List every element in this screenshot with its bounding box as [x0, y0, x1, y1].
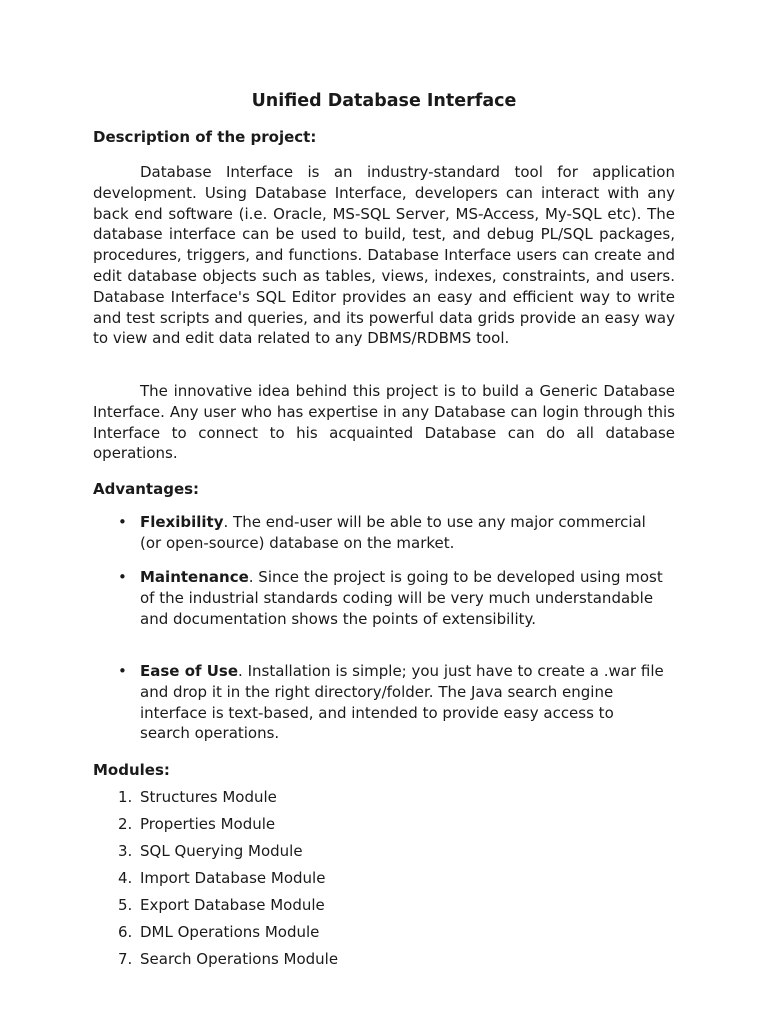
module-item — [118, 868, 325, 888]
module-label: Import Database Module — [140, 869, 326, 887]
description-heading: Description of the project: — [93, 128, 317, 146]
module-number: 6. — [118, 923, 133, 941]
module-label: DML Operations Module — [140, 923, 320, 941]
advantage-term: Flexibility — [140, 513, 224, 531]
module-item — [118, 787, 277, 807]
module-label: Structures Module — [140, 788, 277, 806]
advantage-term: Ease of Use — [140, 662, 239, 680]
module-number: 7. — [118, 950, 133, 968]
module-number: 2. — [118, 815, 133, 833]
document-title: Unified Database Interface — [251, 91, 517, 111]
description-paragraph-1: Database Interface is an industry-standard tool for application development. Using Database Interface, developers can interact with any back end software (i.e. Oracle, MS-SQL Server, MS-Access, My-SQL etc). The database interface can be used to build, test, and debug PL/SQL packages, procedures, triggers, and functions. Database Interface users can create and edit database objects such as tables, views, indexes, constraints, and users. Database Interface's SQL Editor provides an easy and efficient way to write and test scripts and queries, and its powerful data grids provide an easy way to view and edit data related to any DBMS/RDBMS tool. — [93, 163, 675, 348]
advantage-text: . Since the project is going to be developed using most of the industrial standards coding will be very much understandable and documentation shows the points of extensibility. — [140, 568, 663, 628]
advantage-item — [118, 567, 678, 629]
advantages-heading: Advantages: — [93, 480, 200, 498]
modules-heading: Modules: — [93, 761, 170, 779]
advantage-item — [118, 512, 678, 554]
module-item — [118, 841, 303, 861]
advantage-term: Maintenance — [140, 568, 249, 586]
bullet-icon: • — [118, 568, 127, 586]
module-label: Search Operations Module — [140, 950, 339, 968]
module-item — [118, 814, 275, 834]
module-item — [118, 922, 319, 942]
bullet-icon: • — [118, 513, 127, 531]
module-item — [118, 895, 325, 915]
bullet-icon: • — [118, 662, 127, 680]
module-number: 4. — [118, 869, 133, 887]
advantage-item — [118, 661, 678, 744]
module-number: 1. — [118, 788, 133, 806]
module-label: Export Database Module — [140, 896, 325, 914]
module-label: SQL Querying Module — [140, 842, 303, 860]
module-number: 5. — [118, 896, 133, 914]
module-label: Properties Module — [140, 815, 276, 833]
advantage-text: . Installation is simple; you just have to create a .war file and drop it in the right directory/folder. The Java search engine interface is text-based, and intended to provide easy access to search operations. — [140, 662, 664, 743]
module-item — [118, 949, 338, 969]
advantage-text: . The end-user will be able to use any major commercial (or open-source) database on the market. — [140, 513, 646, 552]
module-number: 3. — [118, 842, 133, 860]
description-paragraph-2: The innovative idea behind this project is to build a Generic Database Interface. Any user who has expertise in any Database can login through this Interface to connect to his acquainted Database can do all database operations. — [93, 382, 675, 463]
